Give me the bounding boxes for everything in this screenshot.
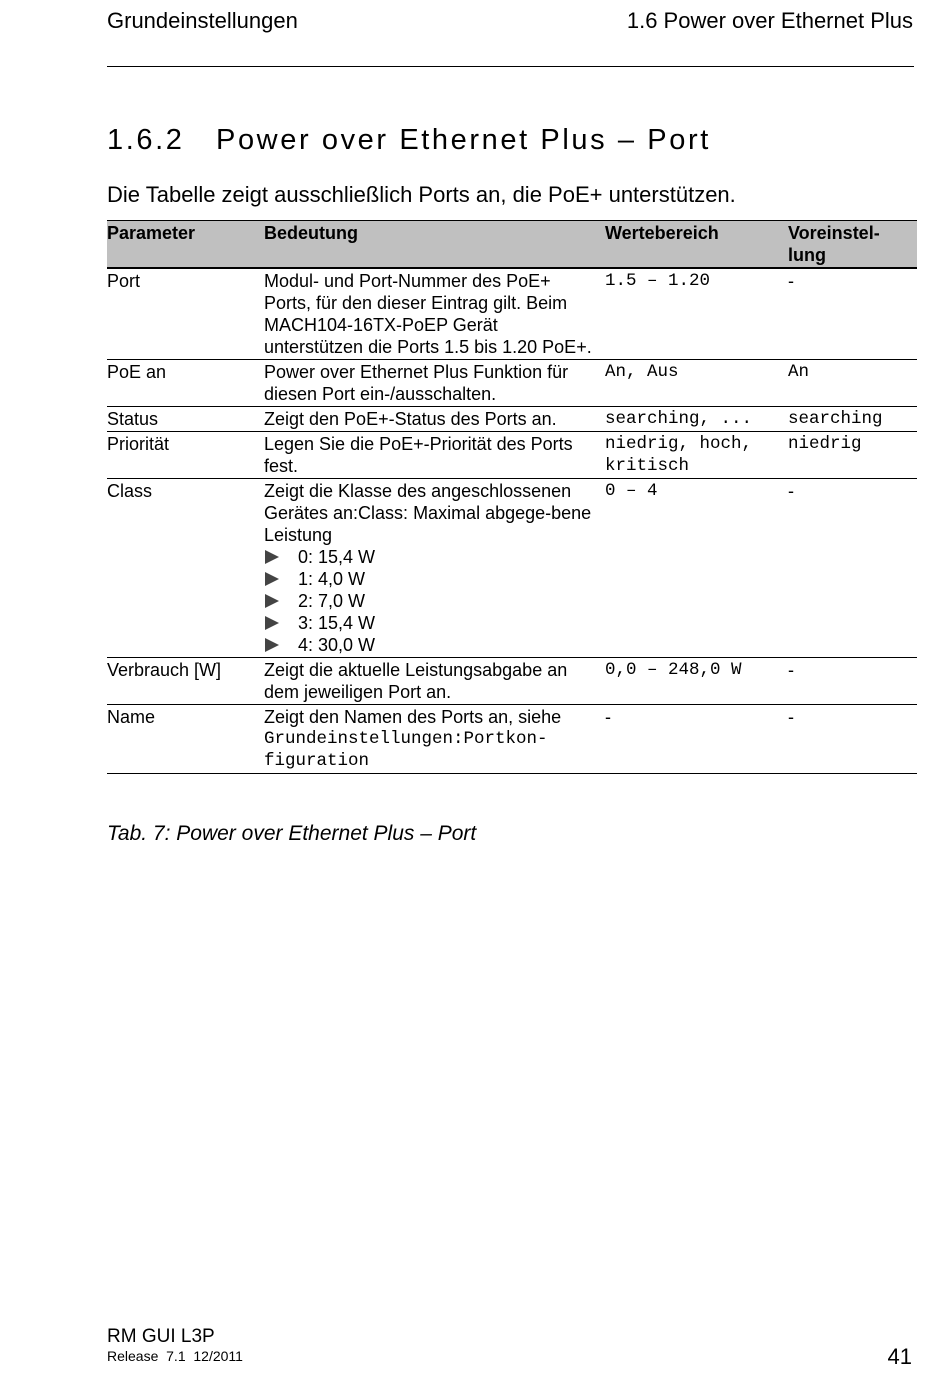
param-name: Priorität xyxy=(107,432,264,479)
column-header-default: Voreinstel-lung xyxy=(788,221,917,269)
triangle-bullet-icon xyxy=(265,550,279,564)
param-meaning: Zeigt den Namen des Ports an, siehe xyxy=(264,707,562,727)
table-caption: Tab. 7: Power over Ethernet Plus – Port xyxy=(107,822,477,845)
param-meaning: Zeigt die aktuelle Leistungsabgabe an dem jeweiligen Port an. xyxy=(264,658,605,705)
param-name: Verbrauch [W] xyxy=(107,658,264,705)
table-row xyxy=(107,360,917,407)
param-meaning: Modul- und Port-Nummer des PoE+ Ports, für den dieser Eintrag gilt. Beim MACH104-16TX-PoEP Gerät unterstützen die Ports 1.5 bis 1.20 PoE+. xyxy=(264,268,605,360)
param-meaning: Legen Sie die PoE+-Priorität des Ports fest. xyxy=(264,432,605,479)
param-meaning-cell xyxy=(264,705,605,774)
param-range: niedrig, hoch, kritisch xyxy=(605,432,788,479)
param-default: - xyxy=(788,705,917,774)
running-header-chapter: Grundeinstellungen xyxy=(107,8,298,33)
list-item: 1: 4,0 W xyxy=(264,568,597,590)
param-default: searching xyxy=(788,407,917,432)
param-name: Name xyxy=(107,705,264,774)
section-heading xyxy=(107,124,711,157)
param-range: 1.5 – 1.20 xyxy=(605,268,788,360)
param-name: Status xyxy=(107,407,264,432)
list-item: 2: 7,0 W xyxy=(264,590,597,612)
table-row xyxy=(107,432,917,479)
param-meaning-cell xyxy=(264,479,605,658)
param-default: An xyxy=(788,360,917,407)
param-range: An, Aus xyxy=(605,360,788,407)
list-item: 3: 15,4 W xyxy=(264,612,597,634)
table-row xyxy=(107,658,917,705)
table-row xyxy=(107,268,917,360)
column-header-range: Wertebereich xyxy=(605,221,788,269)
section-title: Power over Ethernet Plus – Port xyxy=(216,124,711,156)
param-name: Class xyxy=(107,479,264,658)
param-range: 0 – 4 xyxy=(605,479,788,658)
table-header-row xyxy=(107,221,917,269)
footer-release: Release 7.1 12/2011 xyxy=(107,1348,243,1364)
column-header-parameter: Parameter xyxy=(107,221,264,269)
list-item: 0: 15,4 W xyxy=(264,546,597,568)
section-number: 1.6.2 xyxy=(107,124,185,156)
triangle-bullet-icon xyxy=(265,616,279,630)
param-range: - xyxy=(605,705,788,774)
column-header-meaning: Bedeutung xyxy=(264,221,605,269)
param-meaning: Power over Ethernet Plus Funktion für diesen Port ein-/ausschalten. xyxy=(264,360,605,407)
running-header-section: 1.6 Power over Ethernet Plus xyxy=(626,8,913,33)
triangle-bullet-icon xyxy=(265,638,279,652)
triangle-bullet-icon xyxy=(265,594,279,608)
footer-doc-title: RM GUI L3P xyxy=(107,1326,215,1347)
class-power-list xyxy=(264,546,597,656)
param-name: PoE an xyxy=(107,360,264,407)
menu-path-reference: Grundeinstellungen:Portkon-figuration xyxy=(264,729,548,771)
param-range: searching, ... xyxy=(605,407,788,432)
param-name: Port xyxy=(107,268,264,360)
parameter-table xyxy=(107,220,917,774)
param-default: - xyxy=(788,658,917,705)
table-row xyxy=(107,479,917,658)
param-default: - xyxy=(788,268,917,360)
param-meaning: Zeigt die Klasse des angeschlossenen Gerätes an:Class: Maximal abgege-bene Leistung xyxy=(264,481,592,545)
header-rule xyxy=(107,66,914,67)
param-default: niedrig xyxy=(788,432,917,479)
param-range: 0,0 – 248,0 W xyxy=(605,658,788,705)
intro-paragraph: Die Tabelle zeigt ausschließlich Ports an, die PoE+ unterstützen. xyxy=(107,182,736,207)
page-number: 41 xyxy=(887,1344,912,1369)
param-default: - xyxy=(788,479,917,658)
table-row xyxy=(107,407,917,432)
list-item: 4: 30,0 W xyxy=(264,634,597,656)
param-meaning: Zeigt den PoE+-Status des Ports an. xyxy=(264,407,605,432)
table-row xyxy=(107,705,917,774)
triangle-bullet-icon xyxy=(265,572,279,586)
